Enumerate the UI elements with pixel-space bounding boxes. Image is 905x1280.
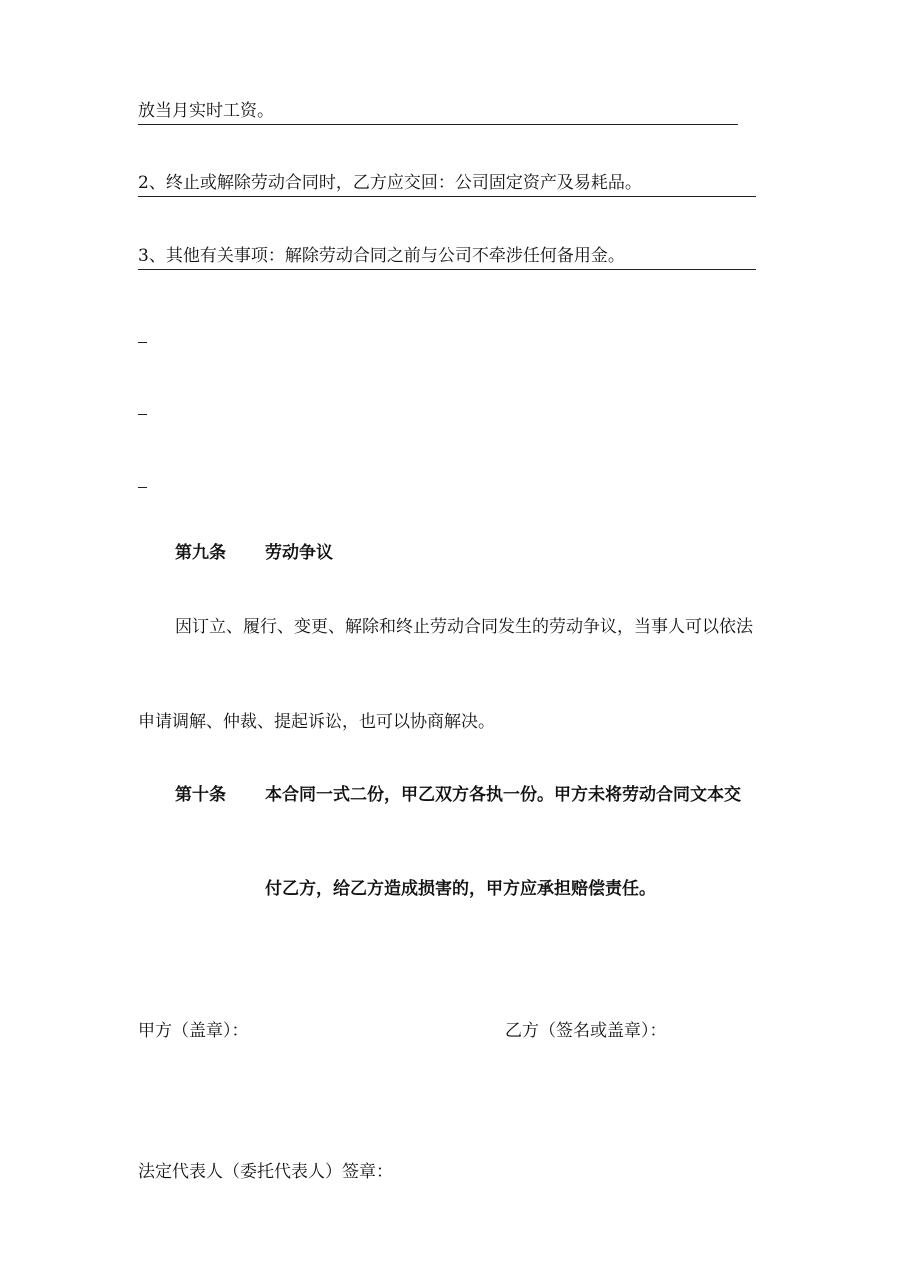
item-wage-continuation: 放当月实时工资。 [138,100,738,125]
article-9-paragraph-line-1: 因订立、履行、变更、解除和终止劳动合同发生的劳动争议，当事人可以依法 [175,617,753,637]
party-a-seal-label: 甲方（盖章）： [138,1021,249,1041]
blank-underline [138,342,147,343]
legal-representative-signature-label: 法定代表人（委托代表人）签章： [138,1162,393,1182]
blank-underline [138,487,147,488]
blank-underline [138,414,147,415]
article-9-number: 第九条 [175,543,226,563]
item-other-matters: 3、其他有关事项：解除劳动合同之前与公司不牵涉任何备用金。 [138,245,756,270]
article-9-paragraph-line-2: 申请调解、仲裁、提起诉讼，也可以协商解决。 [138,712,495,732]
article-10-text-line-2: 付乙方，给乙方造成损害的，甲方应承担赔偿责任。 [265,879,656,899]
party-b-signature-label: 乙方（签名或盖章）： [505,1021,667,1041]
item-return-assets: 2、终止或解除劳动合同时，乙方应交回：公司固定资产及易耗品。 [138,172,756,197]
article-10-number: 第十条 [175,785,226,805]
article-9-title: 劳动争议 [265,543,333,563]
article-10-text-line-1: 本合同一式二份，甲乙双方各执一份。甲方未将劳动合同文本交 [265,785,741,805]
